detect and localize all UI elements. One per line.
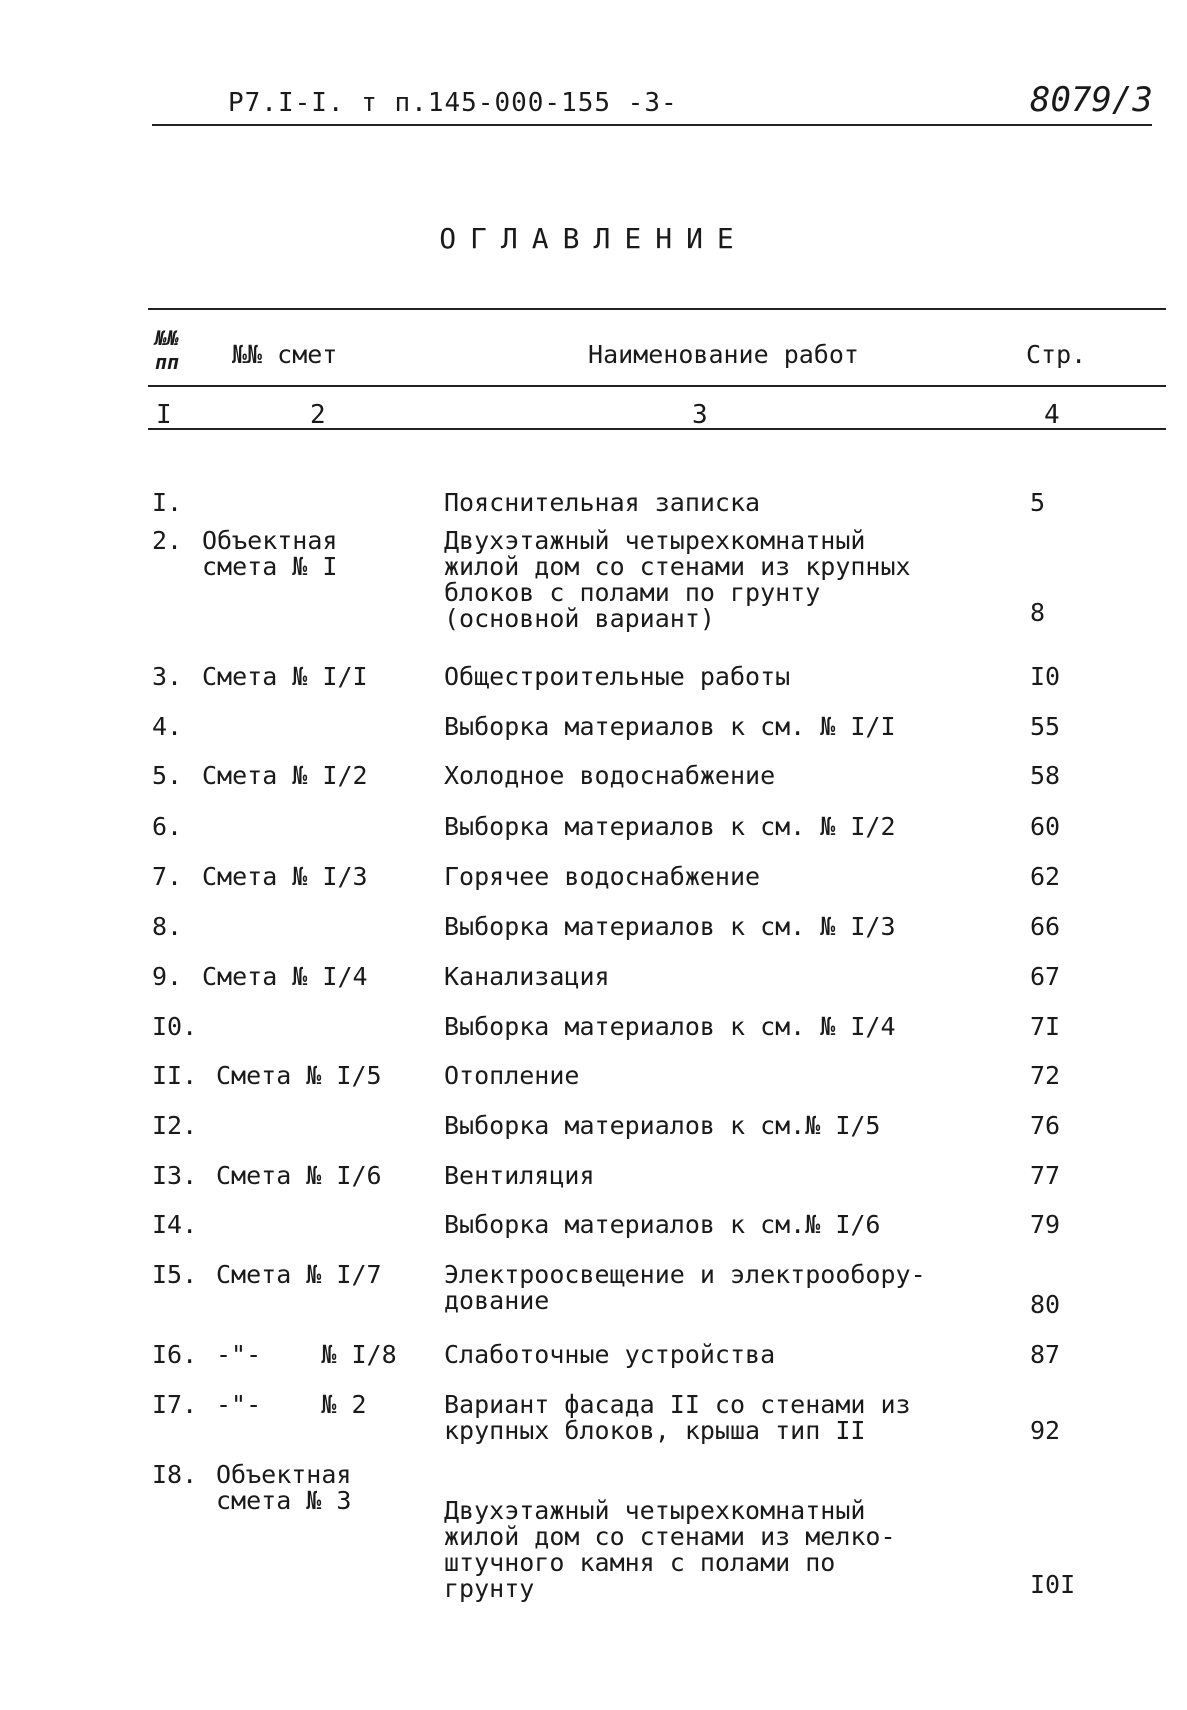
- row-estimate: Смета № I/2: [202, 761, 368, 790]
- row-work: Выборка материалов к см. № I/4: [444, 1012, 896, 1041]
- row-number: 8.: [152, 912, 183, 941]
- row-number: 6.: [152, 812, 183, 841]
- row-page: 60: [1030, 812, 1061, 841]
- row-page: I0I: [1030, 1570, 1076, 1599]
- page-title: ОГЛАВЛЕНИЕ: [439, 222, 748, 255]
- row-page: 62: [1030, 862, 1061, 891]
- row-number: I0.: [152, 1012, 198, 1041]
- row-page: 58: [1030, 761, 1061, 790]
- row-estimate: Смета № I/6: [216, 1161, 382, 1190]
- row-work: Общестроительные работы: [444, 662, 791, 691]
- sheet-number: 8079/3: [1030, 80, 1153, 120]
- row-work: Выборка материалов к см.№ I/6: [444, 1210, 881, 1239]
- column-header-name: Наименование работ: [588, 340, 859, 369]
- row-page: 87: [1030, 1340, 1061, 1369]
- table-top-rule: [148, 308, 1166, 310]
- row-number: 3.: [152, 662, 183, 691]
- row-work: Отопление: [444, 1061, 580, 1090]
- column-header-page: Стр.: [1026, 340, 1087, 369]
- row-page: 55: [1030, 712, 1061, 741]
- row-number: I5.: [152, 1260, 198, 1289]
- row-estimate: Объектная смета № I: [202, 526, 338, 581]
- row-work: Выборка материалов к см. № I/I: [444, 712, 896, 741]
- column-number-3: 3: [692, 400, 708, 430]
- row-number: 5.: [152, 761, 183, 790]
- row-number: I.: [152, 488, 183, 517]
- row-estimate: Смета № I/4: [202, 962, 368, 991]
- row-page: I0: [1030, 662, 1061, 691]
- row-page: 8: [1030, 598, 1046, 627]
- row-page: 79: [1030, 1210, 1061, 1239]
- row-estimate: Смета № I/3: [202, 862, 368, 891]
- row-page: 67: [1030, 962, 1061, 991]
- row-estimate: -"- № I/8: [216, 1340, 397, 1369]
- document-code: Р7.I-I. т п.145-000-155 -3-: [228, 88, 678, 118]
- row-work: Канализация: [444, 962, 610, 991]
- row-work: Горячее водоснабжение: [444, 862, 761, 891]
- column-numbers-rule: [148, 428, 1166, 430]
- row-page: 80: [1030, 1290, 1061, 1319]
- row-page: 66: [1030, 912, 1061, 941]
- column-number-1: I: [156, 400, 172, 430]
- row-page: 76: [1030, 1111, 1061, 1140]
- row-work: Выборка материалов к см. № I/2: [444, 812, 896, 841]
- row-number: 7.: [152, 862, 183, 891]
- row-page: 5: [1030, 488, 1046, 517]
- row-page: 92: [1030, 1416, 1061, 1445]
- row-estimate: Смета № I/I: [202, 662, 368, 691]
- column-number-2: 2: [310, 400, 326, 430]
- column-number-4: 4: [1044, 400, 1060, 430]
- row-number: I3.: [152, 1161, 198, 1190]
- row-work: Выборка материалов к см. № I/3: [444, 912, 896, 941]
- row-work: Выборка материалов к см.№ I/5: [444, 1111, 881, 1140]
- row-number: II.: [152, 1061, 198, 1090]
- row-work: Слаботочные устройства: [444, 1340, 776, 1369]
- row-page: 7I: [1030, 1012, 1061, 1041]
- row-number: 2.: [152, 526, 183, 555]
- column-header-pp: №№ пп: [155, 326, 180, 374]
- row-work: Двухэтажный четырехкомнатный жилой дом со стенами из мелко- штучного камня с полами по грунту: [444, 1496, 896, 1603]
- row-work: Двухэтажный четырехкомнатный жилой дом со стенами из крупных блоков с полами по грунту (основной вариант): [444, 526, 911, 633]
- row-number: I4.: [152, 1210, 198, 1239]
- row-number: I6.: [152, 1340, 198, 1369]
- row-estimate: Смета № I/5: [216, 1061, 382, 1090]
- row-number: I8.: [152, 1460, 198, 1489]
- row-work: Электроосвещение и электрообору- дование: [444, 1260, 926, 1315]
- row-number: 9.: [152, 962, 183, 991]
- row-work: Вентиляция: [444, 1161, 595, 1190]
- row-estimate: Объектная смета № 3: [216, 1460, 352, 1515]
- row-estimate: -"- № 2: [216, 1390, 367, 1419]
- row-estimate: Смета № I/7: [216, 1260, 382, 1289]
- column-header-estimate: №№ смет: [232, 340, 338, 369]
- row-number: I2.: [152, 1111, 198, 1140]
- header-bottom-rule: [148, 385, 1166, 387]
- row-work: Холодное водоснабжение: [444, 761, 776, 790]
- row-number: 4.: [152, 712, 183, 741]
- row-page: 72: [1030, 1061, 1061, 1090]
- row-number: I7.: [152, 1390, 198, 1419]
- row-work: Пояснительная записка: [444, 488, 761, 517]
- row-page: 77: [1030, 1161, 1061, 1190]
- row-work: Вариант фасада II со стенами из крупных блоков, крыша тип II: [444, 1390, 911, 1445]
- header-rule: [152, 124, 1152, 126]
